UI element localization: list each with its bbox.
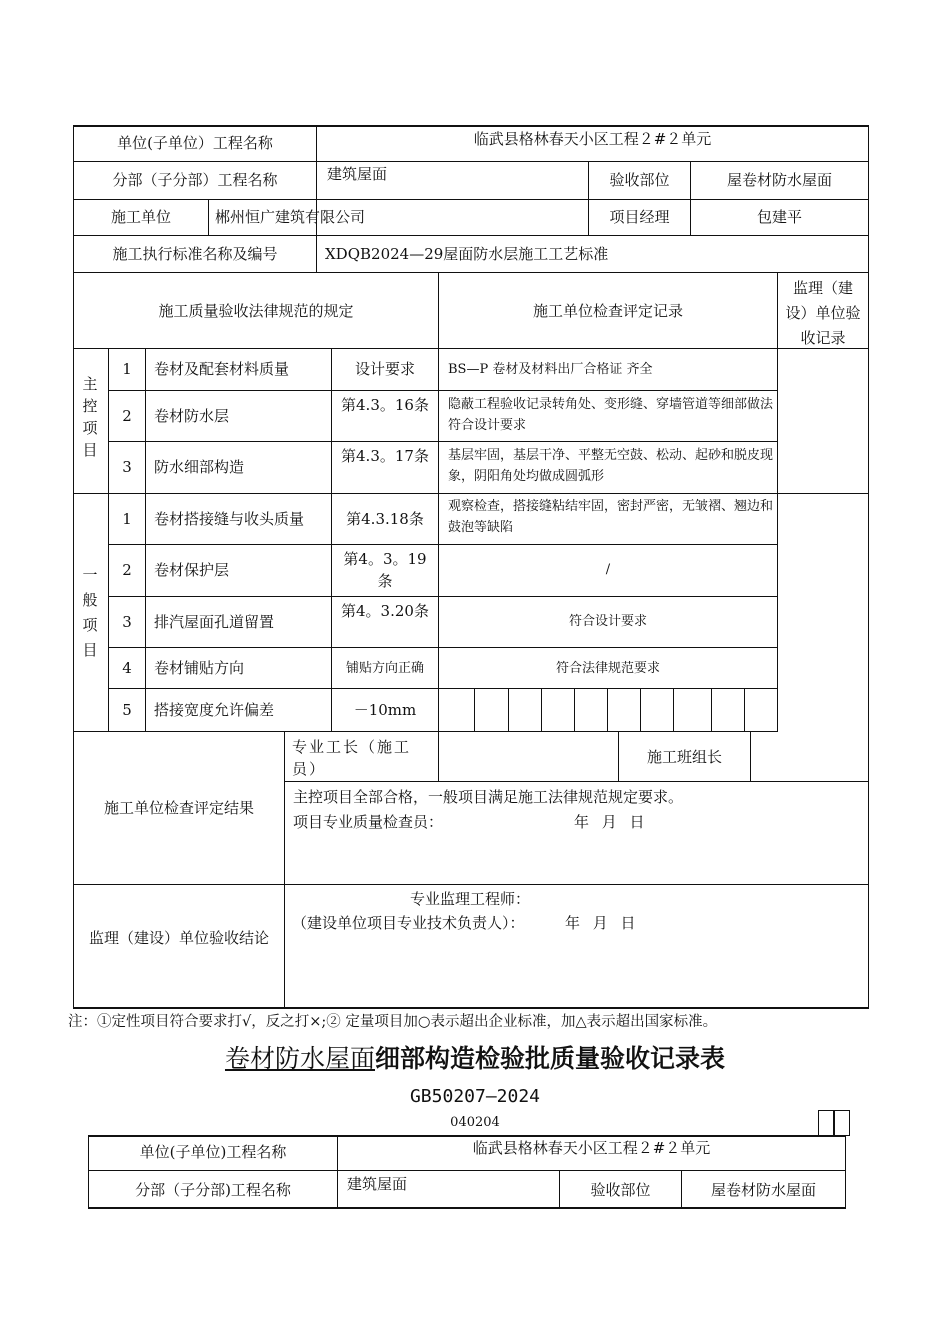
footnote: 注：①定性项目符合要求打√，反之打×;② 定量项目加○表示超出企业标准，加△表示超出国家标准。 bbox=[68, 1014, 718, 1030]
item-no: 2 bbox=[122, 407, 132, 425]
unit-name-value: 临武县格林春天小区工程２#２单元 bbox=[473, 130, 712, 148]
form-title-subject: 卷材防水屋面 bbox=[224, 1044, 375, 1073]
item-name: 卷材防水层 bbox=[154, 407, 230, 425]
form2-inspection-part-label: 验收部位 bbox=[590, 1181, 651, 1199]
form2-unit-name-value: 临武县格林春天小区工程２#２单元 bbox=[472, 1139, 711, 1157]
item-requirement: 第4.3。16条 bbox=[341, 396, 429, 414]
item-name: 卷材及配套材料质量 bbox=[154, 360, 290, 378]
foreman-label: 专业工长（施工员） bbox=[292, 738, 412, 778]
owner-representative-label: （建设单位项目专业技术负责人）： bbox=[292, 914, 525, 932]
inspection-part-label: 验收部位 bbox=[609, 171, 670, 189]
item-record: 隐蔽工程验收记录转角处、变形缝、穿墙管道等细部做法符合设计要求 bbox=[448, 397, 774, 433]
supervisor-result-date: 年 月 日 bbox=[565, 914, 636, 932]
item-requirement: 铺贴方向正确 bbox=[345, 661, 424, 676]
unit-name-label: 单位(子单位）工程名称 bbox=[117, 134, 273, 152]
item-no: 1 bbox=[122, 510, 132, 528]
standard-label: 施工执行标准名称及编号 bbox=[112, 245, 278, 263]
project-manager-value: 包建平 bbox=[756, 208, 802, 226]
supervisor-engineer-label: 专业监理工程师： bbox=[410, 890, 531, 908]
item-requirement: 设计要求 bbox=[354, 360, 415, 378]
standard-code: GB50207—2024 bbox=[409, 1086, 541, 1107]
form2-sub-project-label: 分部（子分部)工程名称 bbox=[135, 1181, 291, 1199]
item-record: / bbox=[605, 562, 611, 577]
item-name: 防水细部构造 bbox=[154, 458, 245, 476]
standard-value: XDQB2024—29屋面防水层施工工艺标准 bbox=[325, 245, 609, 263]
item-name: 卷材搭接缝与收头质量 bbox=[154, 510, 305, 528]
form-code: 040204 bbox=[450, 1115, 500, 1130]
item-requirement: 第4.3.18条 bbox=[346, 510, 424, 528]
sub-project-value: 建筑屋面 bbox=[327, 165, 388, 183]
supervisor-result-label: 监理（建设）单位验收结论 bbox=[88, 929, 269, 947]
contractor-result-date: 年 月 日 bbox=[574, 813, 645, 831]
code-box bbox=[818, 1110, 834, 1136]
item-no: 3 bbox=[122, 458, 132, 476]
item-no: 1 bbox=[122, 360, 132, 378]
item-no: 4 bbox=[122, 659, 132, 677]
form2-unit-name-label: 单位(子单位)工程名称 bbox=[139, 1143, 287, 1161]
team-leader-label: 施工班组长 bbox=[646, 748, 722, 766]
contractor-value: 郴州恒广建筑有限公司 bbox=[215, 208, 366, 226]
contractor-result-label: 施工单位检查评定结果 bbox=[103, 799, 254, 817]
item-name: 卷材保护层 bbox=[154, 561, 230, 579]
inspection-part-value: 屋卷材防水屋面 bbox=[726, 171, 832, 189]
item-record: 观察检查，搭接缝粘结牢固，密封严密，无皱褶、翘边和鼓泡等缺陷 bbox=[448, 499, 774, 535]
item-name: 排汽屋面孔道留置 bbox=[154, 613, 275, 631]
item-record: 符合法律规范要求 bbox=[555, 661, 660, 676]
item-name: 卷材铺贴方向 bbox=[154, 659, 245, 677]
project-manager-label: 项目经理 bbox=[609, 208, 670, 226]
item-requirement: －10mm bbox=[353, 701, 417, 719]
form2-sub-project-value: 建筑屋面 bbox=[347, 1175, 408, 1193]
sub-project-label: 分部（子分部）工程名称 bbox=[112, 171, 278, 189]
form2-inspection-part-value: 屋卷材防水屋面 bbox=[710, 1181, 816, 1199]
item-no: 5 bbox=[122, 701, 132, 719]
main-items-group-label: 主控项目 bbox=[82, 375, 98, 459]
item-requirement: 第4.3。17条 bbox=[341, 447, 429, 465]
item-no: 2 bbox=[122, 561, 132, 579]
general-items-group-label: 一般项目 bbox=[82, 566, 98, 659]
form-title bbox=[0, 1043, 950, 1075]
code-box bbox=[834, 1110, 850, 1136]
item-requirement: 第4。3。19条 bbox=[343, 550, 427, 590]
item-record: BS—P 卷材及材料出厂合格证 齐全 bbox=[448, 362, 653, 377]
contractor-label: 施工单位 bbox=[110, 208, 171, 226]
item-name: 搭接宽度允许偏差 bbox=[154, 701, 275, 719]
item-requirement: 第4。3.20条 bbox=[341, 602, 429, 620]
form-title-main: 细部构造检验批质量验收记录表 bbox=[375, 1044, 726, 1073]
item-no: 3 bbox=[122, 613, 132, 631]
spec-column-header: 施工质量验收法律规范的规定 bbox=[158, 302, 354, 320]
supervisor-column-header: 监理（建设）单位验收记录 bbox=[785, 279, 861, 347]
quality-inspector-label: 项目专业质量检查员： bbox=[293, 813, 444, 831]
item-record: 符合设计要求 bbox=[568, 614, 647, 629]
contractor-result-text: 主控项目全部合格，一般项目满足施工法律规范规定要求。 bbox=[293, 788, 684, 806]
item-record: 基层牢固，基层干净、平整无空鼓、松动、起砂和脱皮现象，阴阳角处均做成圆弧形 bbox=[448, 448, 774, 484]
check-column-header: 施工单位检查评定记录 bbox=[532, 302, 683, 320]
